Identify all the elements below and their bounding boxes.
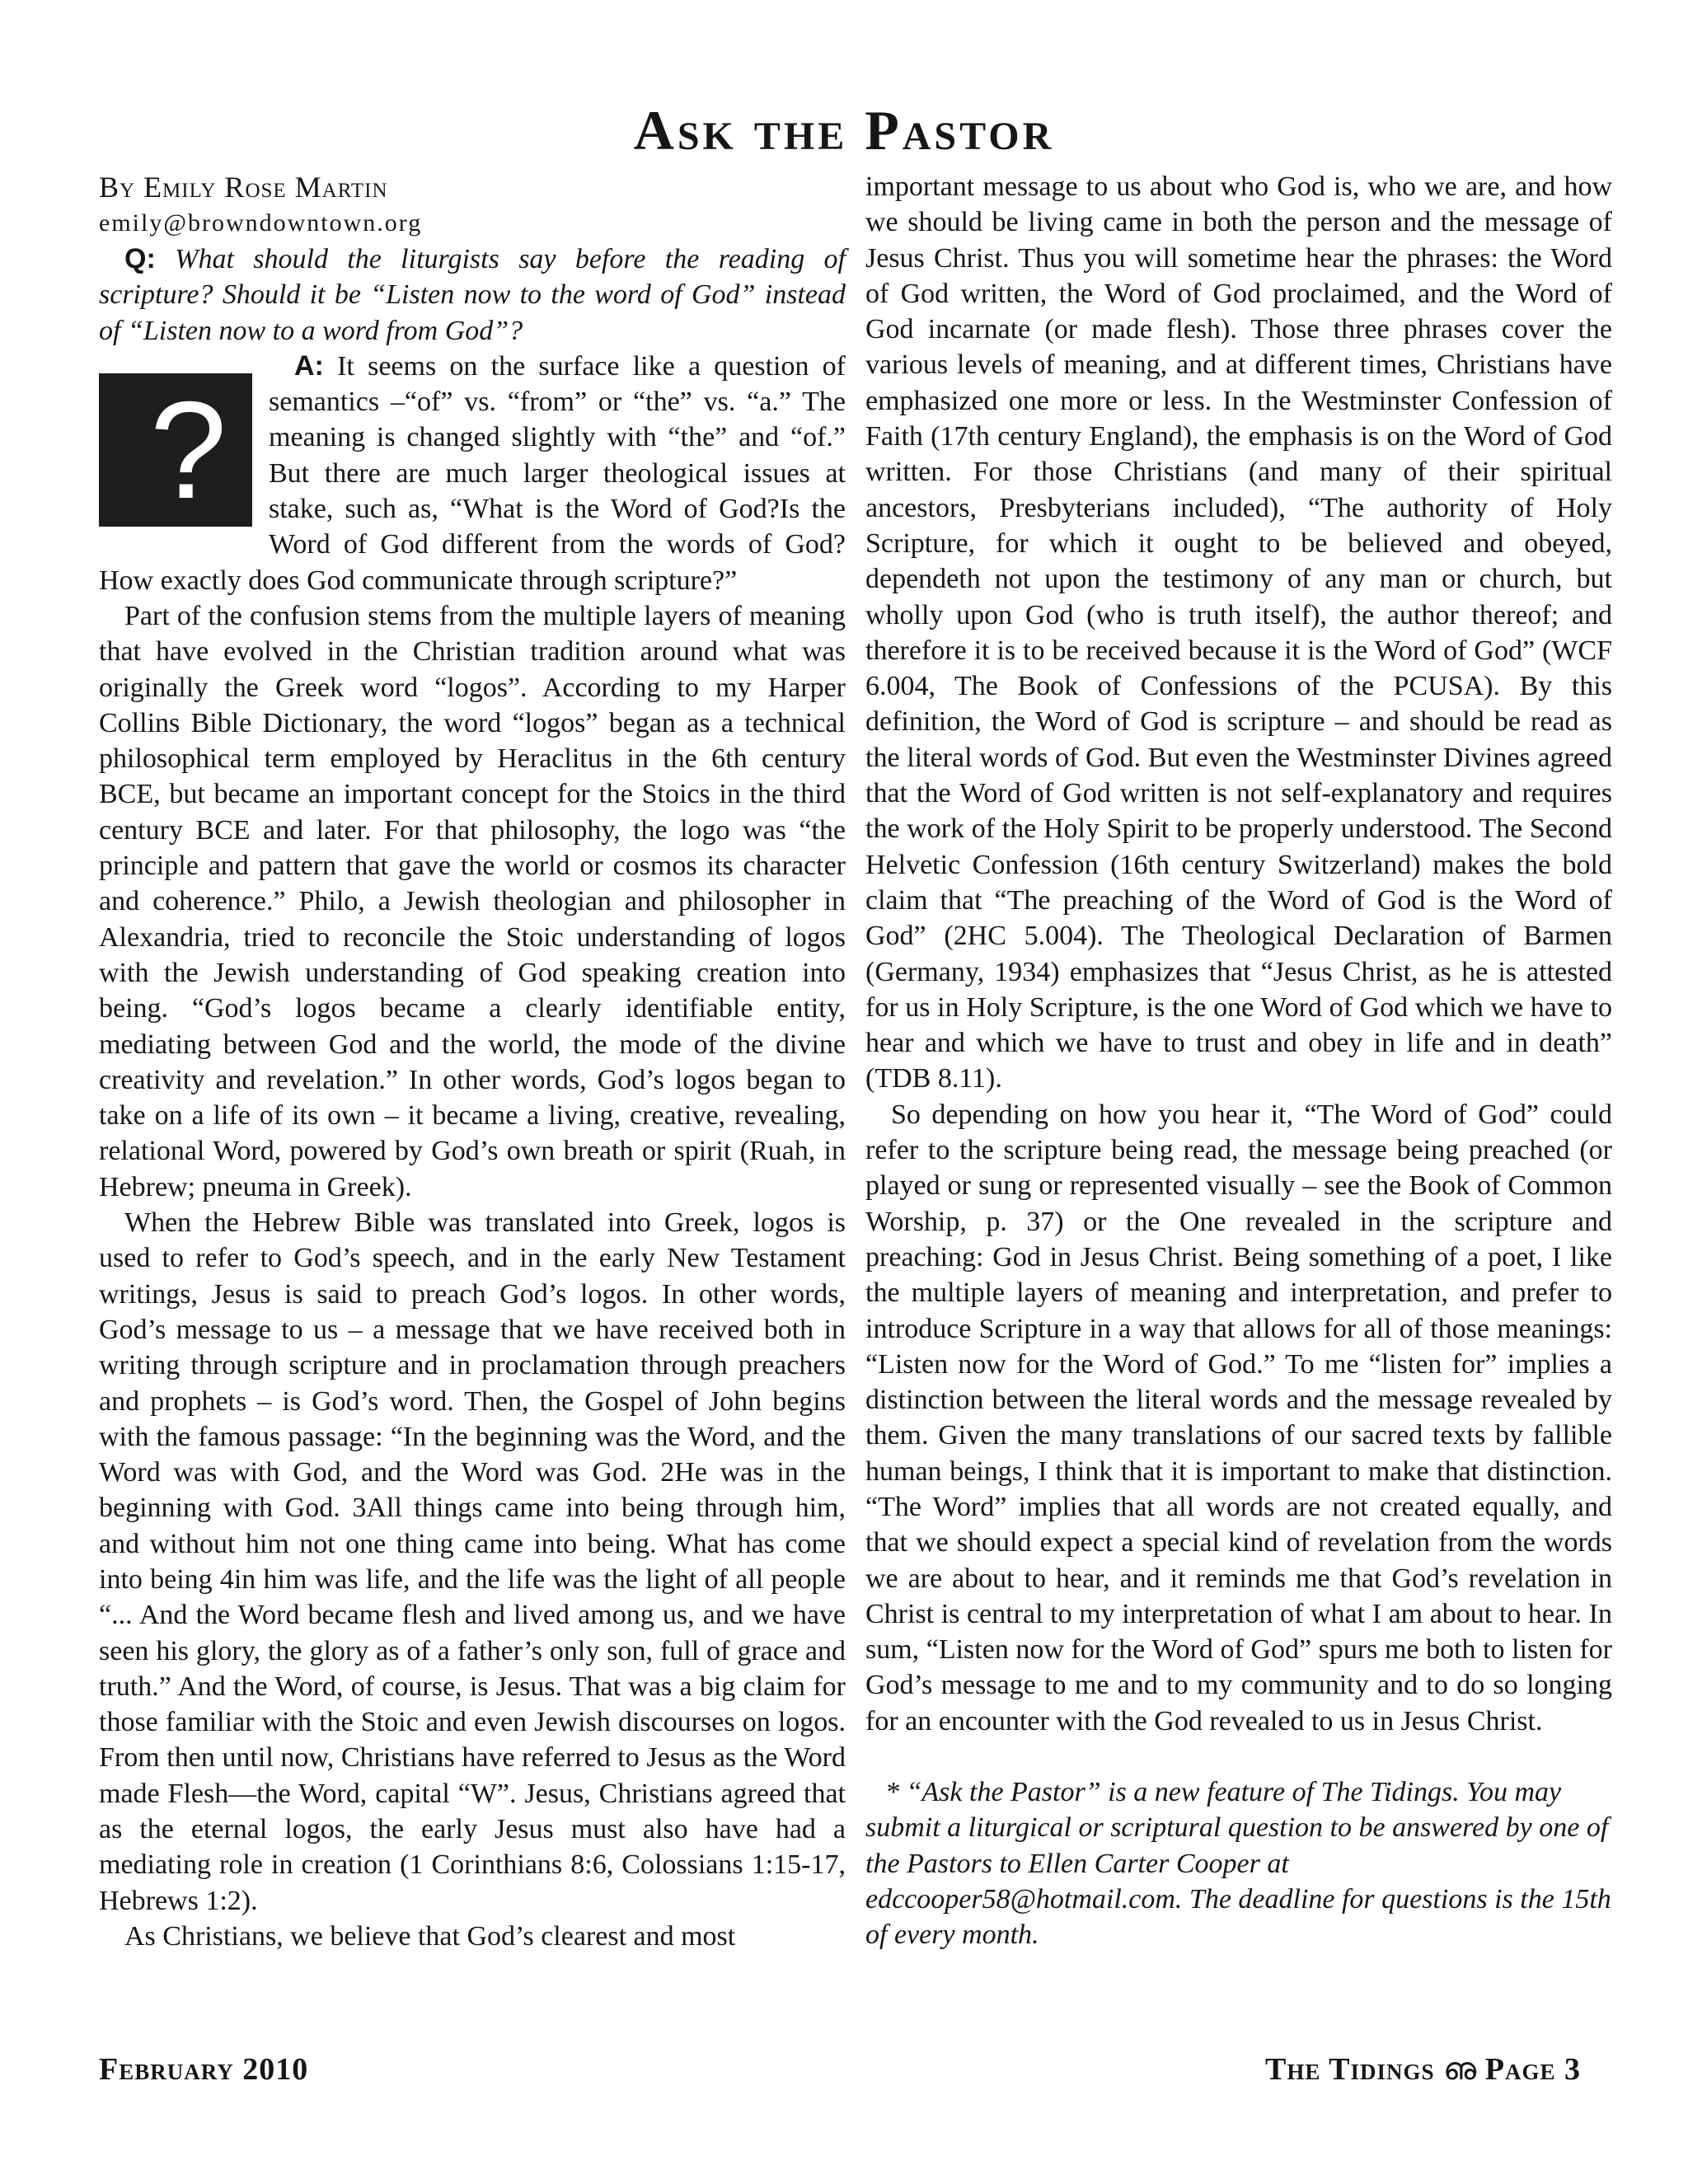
page-number: Page 3 <box>1484 2052 1581 2087</box>
answer-intro: It seems on the surface like a question of semantics –“of” vs. “from” or “the” vs. “a.” The meaning is changed slightly with “the” and “of.” But there are much larger theological issues at stake, such as, “What is the Word of God?Is the Word of God different from the words of God? How exactly does God communicate through scripture?” <box>99 350 846 596</box>
byline: By Emily Rose Martin <box>99 171 388 204</box>
question-text: What should the liturgists say before the reading of scripture? Should it be “Listen now to the word of God” instead of “Listen now to a word from God”? <box>99 244 846 346</box>
answer-paragraph <box>99 349 846 598</box>
body-paragraph: So depending on how you hear it, “The Word of God” could refer to the scripture being read, the message being preached (or played or sung or represented visually – see the Book of Common Worship, p. 37) or the One revealed in the scripture and preaching: God in Jesus Christ. Being something of a poet, I like the multiple layers of meaning and interpretation, and prefer to introduce Scripture in a way that allows for all of those meanings: “Listen now for the Word of God.” To me “listen for” implies a distinction between the literal words and the message revealed by them. Given the many translations of our sacred texts by fallible human beings, I think that it is important to make that distinction. “The Word” implies that all words are not created equally, and that we should expect a special kind of revelation from the words we are about to hear, and it reminds me that God’s revelation in Christ is central to my interpretation of what I am about to hear. In sum, “Listen now for the Word of God” spurs me both to listen for God’s message to me and to my community and to do so longing for an encounter with the God revealed to us in Jesus Christ. <box>865 1099 1612 1736</box>
footer-date: February 2010 <box>99 2052 309 2087</box>
left-column <box>99 169 846 1954</box>
body-paragraph: Part of the confusion stems from the multiple layers of meaning that have evolved in the Christian tradition around what was originally the Greek word “logos”. According to my Harper Collins Bible Dictionary, the word “logos” began as a technical philosophical term employed by Heraclitus in the 6th century BCE, but became an important concept for the Stoics in the third century BCE and later. For that philosophy, the logo was “the principle and pattern that gave the world or cosmos its character and coherence.” Philo, a Jewish theologian and philosopher in Alexandria, tried to reconcile the Stoic understanding of logos with the Jewish understanding of God speaking creation into being. “God’s logos became a clearly identifiable entity, mediating between God and the world, the mode of the divine creativity and revelation.” In other words, God’s logos began to take on a life of its own – it became a living, creative, revealing, relational Word, powered by God’s own breath or spirit (Ruah, in Hebrew; pneuma in Greek). <box>99 600 846 1202</box>
author-email: emily@browndowntown.org <box>99 209 423 237</box>
page-title: Ask the Pastor <box>633 99 1055 162</box>
question-mark-icon: ? <box>99 373 252 527</box>
ornament-icon: ഌ <box>1443 2052 1477 2087</box>
right-column <box>865 169 1612 1953</box>
body-paragraph: As Christians, we believe that God’s clearest and most <box>124 1920 736 1952</box>
publication-name: The Tidings <box>1264 2052 1435 2087</box>
question-paragraph <box>99 241 846 349</box>
question-label: Q: <box>124 243 156 274</box>
body-paragraph: When the Hebrew Bible was translated into Greek, logos is used to refer to God’s speech, and in the early New Testament writings, Jesus is said to preach God’s logos. In other words, God’s message to us – a message that we have received both in writing through scripture and in proclamation through preachers and prophets – is God’s word. Then, the Gospel of John begins with the famous passage: “In the beginning was the Word, and the Word was with God, and the Word was God. 2He was in the beginning with God. 3All things came into being through him, and without him not one thing came into being. What has come into being 4in him was life, and the life was the light of all people “... And the Word became flesh and lived among us, and we have seen his glory, the glory as of a father’s only son, full of grace and truth.” And the Word, of course, is Jesus. That was a big claim for those familiar with the Stoic and even Jewish discourses on logos. From then until now, Christians have referred to Jesus as the Word made Flesh—the Word, capital “W”. Jesus, Christians agreed that as the eternal logos, the early Jesus must also have had a mediating role in creation (1 Corinthians 8:6, Colossians 1:15-17, Hebrews 1:2). <box>99 1207 846 1916</box>
answer-label: A: <box>294 349 324 382</box>
footer-publication <box>1265 2050 1581 2088</box>
continued-paragraph: important message to us about who God is, who we are, and how we should be living came in both the person and the message of Jesus Christ. Thus you will sometime hear the phrases: the Word of God written, the Word of God proclaimed, and the Word of God incarnate (or made flesh). Those three phrases cover the various levels of meaning, and at different times, Christians have emphasized one more or less. In the Westminster Confession of Faith (17th century England), the emphasis is on the Word of God written. For those Christians (and many of their spiritual ancestors, Presbyterians included), “The authority of Holy Scripture, for which it ought to be believed and obeyed, dependeth not upon the testimony of any man or church, but wholly upon God (who is truth itself), the author thereof; and therefore it is to be received because it is the Word of God” (WCF 6.004, The Book of Confessions of the PCUSA). By this definition, the Word of God is scripture – and should be read as the literal words of God. But even the Westminster Divines agreed that the Word of God written is not self-explanatory and requires the work of the Holy Spirit to be properly understood. The Second Helvetic Confession (16th century Switzerland) makes the bold claim that “The preaching of the Word of God is the Word of God” (2HC 5.004). The Theological Declaration of Barmen (Germany, 1934) emphasizes that “Jesus Christ, as he is attested for us in Holy Scripture, is the one Word of God which we have to hear and which we have to trust and obey in life and in death” (TDB 8.11). <box>865 171 1612 1094</box>
editor-note: * “Ask the Pastor” is a new feature of The Tidings. You may submit a liturgical or scriptural question to be answered by one of the Pastors to Ellen Carter Cooper at edccooper58@hotmail.com. The deadline for questions is the 15th of every month. <box>865 1777 1611 1951</box>
